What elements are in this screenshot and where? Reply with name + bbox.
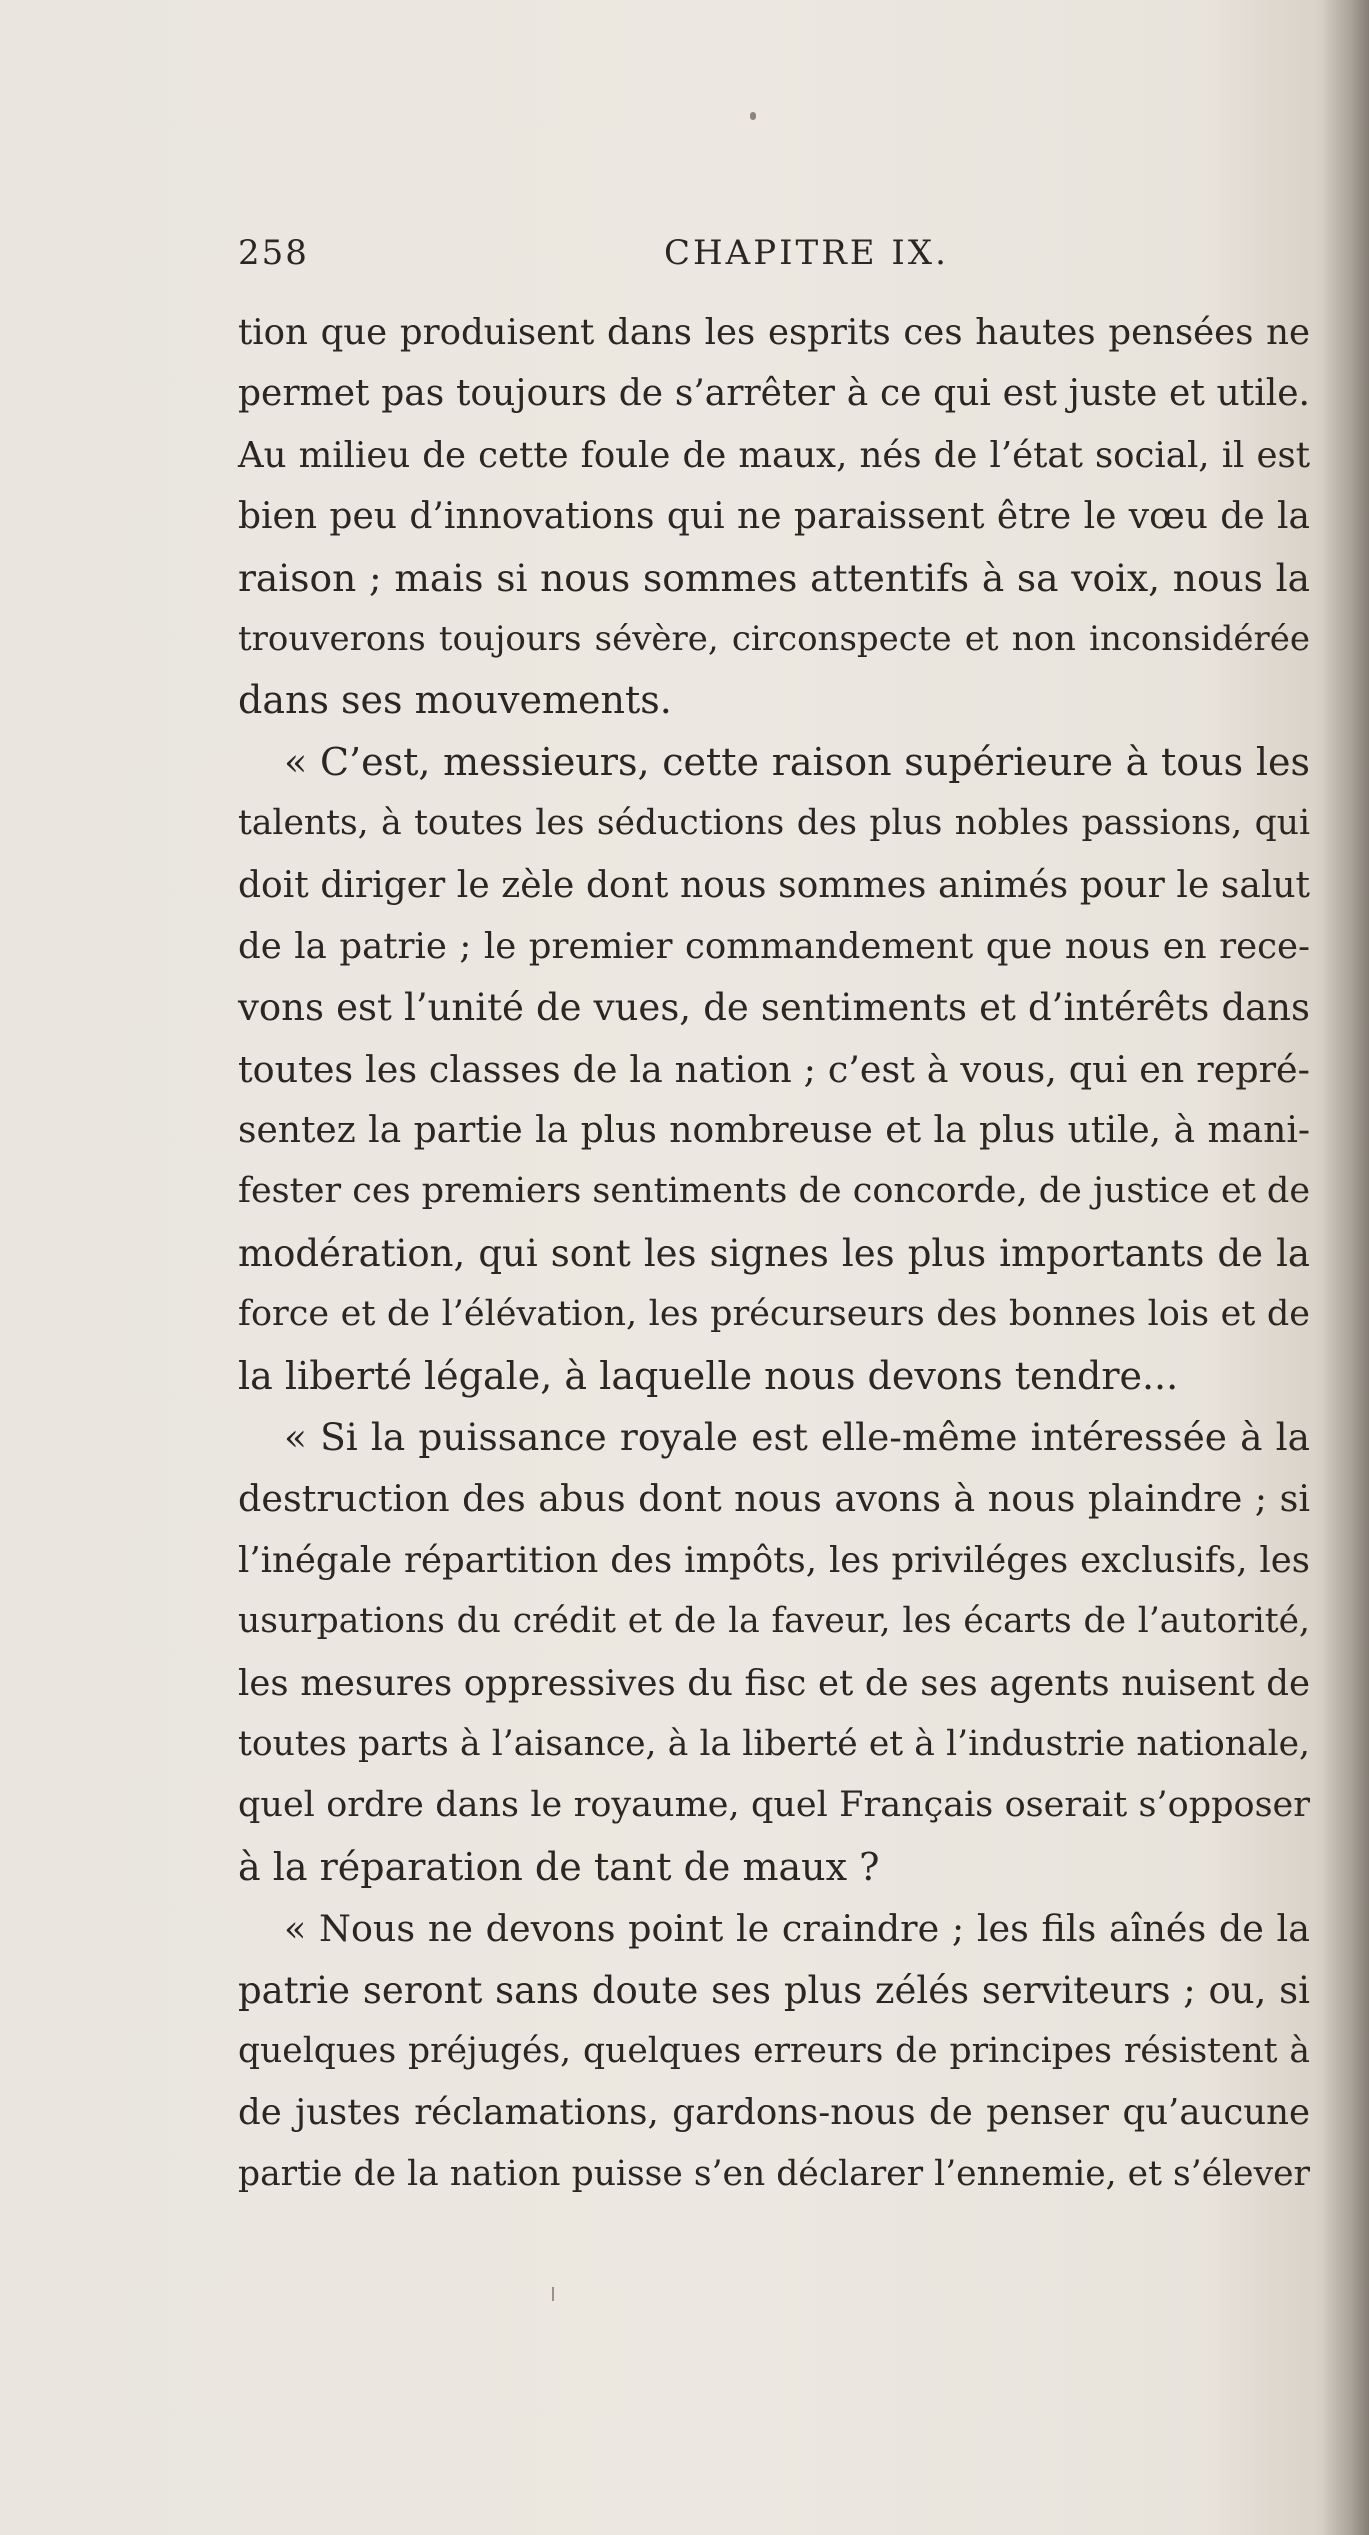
text-line: usurpations du crédit et de la faveur, les écarts de l’autorité, bbox=[238, 1601, 1310, 1642]
text-line: Au milieu de cette foule de maux, nés de l’état social, il est bbox=[238, 434, 1310, 476]
text-line: force et de l’élévation, les précurseurs des bonnes lois et de bbox=[238, 1294, 1310, 1335]
print-tick bbox=[552, 2287, 554, 2301]
text-line: quelques préjugés, quelques erreurs de principes résistent à bbox=[238, 2030, 1310, 2071]
text-line: permet pas toujours de s’arrêter à ce qui est juste et utile. bbox=[238, 373, 1310, 415]
text-line: modération, qui sont les signes les plus importants de la bbox=[238, 1231, 1310, 1275]
text-line: « Nous ne devons point le craindre ; les fils aînés de la bbox=[284, 1907, 1310, 1951]
text-line: raison ; mais si nous sommes attentifs à sa voix, nous la bbox=[238, 555, 1310, 600]
body-text bbox=[238, 302, 1310, 2205]
text-line: à la réparation de tant de maux ? bbox=[238, 1844, 880, 1889]
text-line: « C’est, messieurs, cette raison supérieure à tous les bbox=[284, 739, 1310, 784]
text-line: sentez la partie la plus nombreuse et la plus utile, à mani- bbox=[238, 1110, 1310, 1152]
text-line: trouverons toujours sévère, circonspecte et non inconsidérée bbox=[238, 618, 1310, 659]
text-line: tion que produisent dans les esprits ces hautes pensées ne bbox=[238, 312, 1310, 353]
text-line: de la patrie ; le premier commandement que nous en rece- bbox=[238, 925, 1310, 967]
text-line: de justes réclamations, gardons-nous de penser qu’aucune bbox=[238, 2092, 1310, 2134]
text-line: dans ses mouvements. bbox=[238, 678, 672, 723]
text-line: l’inégale répartition des impôts, les priviléges exclusifs, les bbox=[238, 1539, 1310, 1581]
page-gutter-shadow bbox=[1323, 0, 1369, 2535]
text-line: quel ordre dans le royaume, quel Français oserait s’opposer bbox=[238, 1785, 1310, 1826]
text-line: destruction des abus dont nous avons à nous plaindre ; si bbox=[238, 1477, 1310, 1521]
text-line: toutes parts à l’aisance, à la liberté et à l’industrie nationale, bbox=[238, 1723, 1310, 1764]
text-line: « Si la puissance royale est elle-même intéressée à la bbox=[284, 1415, 1310, 1460]
running-title: CHAPITRE IX. bbox=[664, 233, 949, 273]
text-line: fester ces premiers sentiments de concorde, de justice et de bbox=[238, 1171, 1311, 1212]
text-line: doit diriger le zèle dont nous sommes animés pour le salut bbox=[238, 864, 1310, 906]
text-line: bien peu d’innovations qui ne paraissent être le vœu de la bbox=[238, 496, 1310, 538]
text-line: vons est l’unité de vues, de sentiments et d’intérêts dans bbox=[238, 986, 1310, 1030]
page-number: 258 bbox=[238, 233, 309, 273]
text-line: la liberté légale, à laquelle nous devons tendre... bbox=[238, 1353, 1179, 1398]
print-speck bbox=[750, 112, 756, 120]
text-line: partie de la nation puisse s’en déclarer l’ennemie, et s’élever bbox=[238, 2153, 1310, 2194]
text-line: toutes les classes de la nation ; c’est à vous, qui en repré- bbox=[238, 1047, 1310, 1091]
text-line: patrie seront sans doute ses plus zélés serviteurs ; ou, si bbox=[238, 1968, 1310, 2012]
text-line: les mesures oppressives du fisc et de ses agents nuisent de bbox=[238, 1662, 1310, 1704]
text-line: talents, à toutes les séductions des plus nobles passions, qui bbox=[238, 803, 1310, 844]
page-header bbox=[238, 233, 1308, 283]
